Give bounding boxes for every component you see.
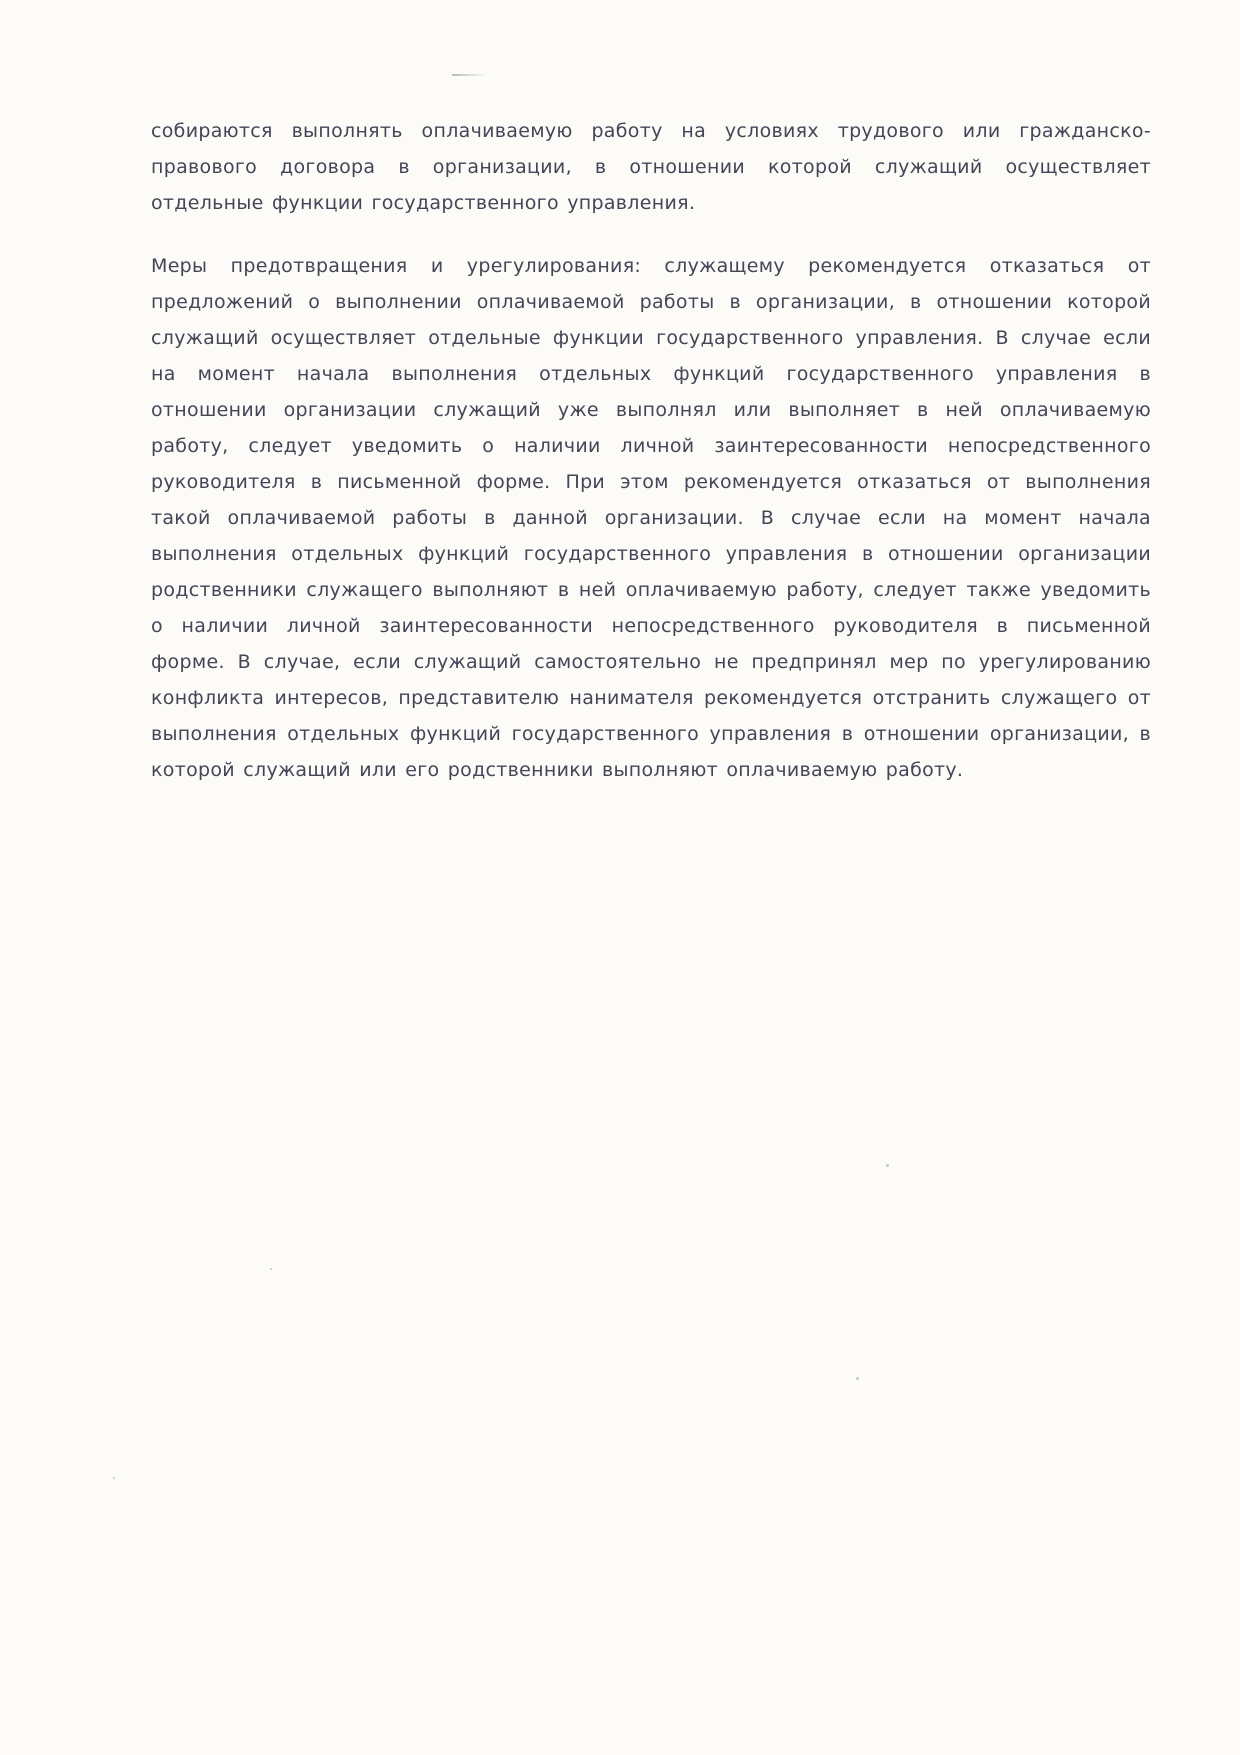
- paragraph-2: Меры предотвращения и урегулирования: служащему рекомендуется отказаться от предложений о выполнении оплачиваемой работы в организации, в отношении которой служащий осуществляет отдельные функции государственного управления. В случае если на момент начала выполнения отдельных функций государственного управления в отношении организации служащий уже выполнял или выполняет в ней оплачиваемую работу, следует уведомить о наличии личной заинтересованности непосредственного руководителя в письменной форме. При этом рекомендуется отказаться от выполнения такой оплачиваемой работы в данной организации. В случае если на момент начала выполнения отдельных функций государственного управления в отношении организации родственники служащего выполняют в ней оплачиваемую работу, следует также уведомить о наличии личной заинтересованности непосредственного руководителя в письменной форме. В случае, если служащий самостоятельно не предпринял мер по урегулированию конфликта интересов, представителю нанимателя рекомендуется отстранить служащего от выполнения отдельных функций государственного управления в отношении организации, в которой служащий или его родственники выполняют оплачиваемую работу.: [151, 255, 1151, 781]
- scan-speck: [113, 1477, 115, 1479]
- scan-artifact: [452, 74, 488, 76]
- paragraph-1: собираются выполнять оплачиваемую работу на условиях трудового или гражданско-правового договора в организации, в отношении которой служащий осуществляет отдельные функции государственного управления.: [151, 120, 1151, 214]
- scan-speck: [270, 1268, 272, 1270]
- scan-speck: [886, 1164, 889, 1167]
- document-body: [151, 113, 1151, 788]
- scan-speck: [856, 1377, 859, 1380]
